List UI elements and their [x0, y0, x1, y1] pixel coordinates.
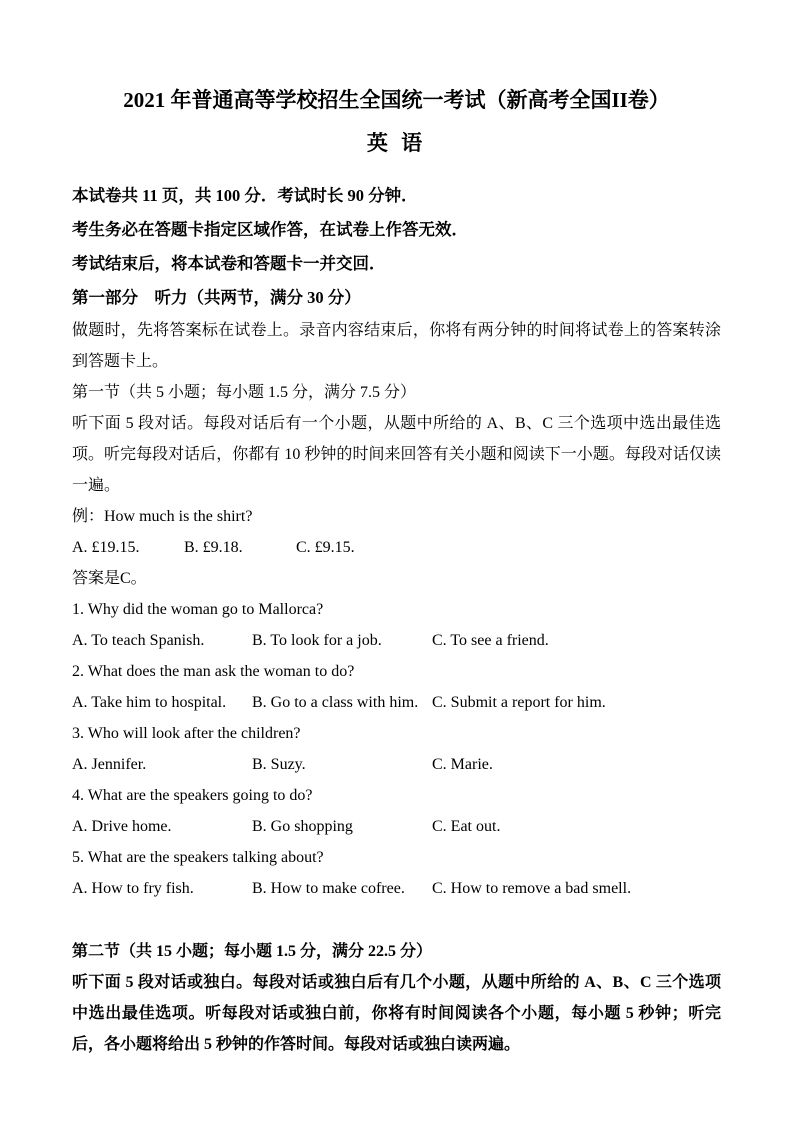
question-block — [72, 780, 721, 842]
option-b: B. Go to a class with him. — [252, 693, 419, 711]
notice-line: 本试卷共 11 页，共 100 分．考试时长 90 分钟． — [72, 185, 418, 205]
example-question: 例：How much is the shirt? — [72, 507, 253, 525]
question-text: 5. What are the speakers talking about? — [72, 848, 324, 866]
section2-heading: 第二节（共 15 小题；每小题 1.5 分，满分 22.5 分） — [72, 942, 433, 960]
question-text: 4. What are the speakers going to do? — [72, 786, 313, 804]
question-block — [72, 656, 721, 718]
option-b: B. Go shopping — [252, 817, 353, 835]
option-a: A. How to fry fish. — [72, 879, 194, 897]
question-block — [72, 718, 721, 780]
options-row — [72, 811, 721, 842]
example-option-a: A. £19.15. — [72, 538, 140, 556]
example-options-row — [72, 532, 721, 563]
exam-title: 2021 年普通高等学校招生全国统一考试（新高考全国II卷） — [123, 88, 670, 112]
options-row — [72, 873, 721, 904]
option-c: C. Marie. — [432, 755, 493, 773]
section2-block — [72, 936, 721, 1060]
question-block — [72, 594, 721, 656]
notice-line: 考试结束后，将本试卷和答题卡一并交回． — [72, 253, 386, 273]
example-answer: 答案是C。 — [72, 569, 147, 587]
option-c: C. To see a friend. — [432, 631, 549, 649]
option-b: B. To look for a job. — [252, 631, 382, 649]
option-a: A. Take him to hospital. — [72, 693, 227, 711]
notice-line: 考生务必在答题卡指定区域作答，在试卷上作答无效． — [72, 219, 468, 239]
question-text: 2. What does the man ask the woman to do? — [72, 662, 355, 680]
option-a: A. Drive home. — [72, 817, 172, 835]
option-c: C. Submit a report for him. — [432, 693, 606, 711]
options-row — [72, 625, 721, 656]
section1-instructions: 听下面 5 段对话。每段对话后有一个小题，从题中所给的 A、B、C 三个选项中选出最佳选项。听完每段对话后，你都有 10 秒钟的时间来回答有关小题和阅读下一小题。每段对话仅读一遍。 — [72, 414, 721, 494]
option-a: A. Jennifer. — [72, 755, 147, 773]
option-c: C. Eat out. — [432, 817, 501, 835]
example-option-c: C. £9.15. — [296, 538, 355, 556]
section1-heading: 第一节（共 5 小题；每小题 1.5 分，满分 7.5 分） — [72, 383, 417, 401]
option-a: A. To teach Spanish. — [72, 631, 205, 649]
option-b: B. Suzy. — [252, 755, 306, 773]
example-option-b: B. £9.18. — [184, 538, 243, 556]
options-row — [72, 687, 721, 718]
option-b: B. How to make cofree. — [252, 879, 405, 897]
part1-intro: 做题时，先将答案标在试卷上。录音内容结束后，你将有两分钟的时间将试卷上的答案转涂到答题卡上。 — [72, 321, 721, 370]
options-row — [72, 749, 721, 780]
question-text: 1. Why did the woman go to Mallorca? — [72, 600, 324, 618]
question-text: 3. Who will look after the children? — [72, 724, 301, 742]
part1-heading: 第一部分 听力（共两节，满分 30 分） — [72, 287, 361, 307]
section2-instructions: 听下面 5 段对话或独白。每段对话或独白后有几个小题，从题中所给的 A、B、C 三个选项中选出最佳选项。听每段对话或独白前，你将有时间阅读各个小题，每小题 5 秒钟；听完后，各小题将给出 5 秒钟的作答时间。每段对话或独白读两遍。 — [72, 973, 721, 1053]
exam-subject: 英 语 — [366, 131, 427, 156]
example-block — [72, 501, 721, 594]
option-c: C. How to remove a bad smell. — [432, 879, 632, 897]
question-block — [72, 842, 721, 904]
